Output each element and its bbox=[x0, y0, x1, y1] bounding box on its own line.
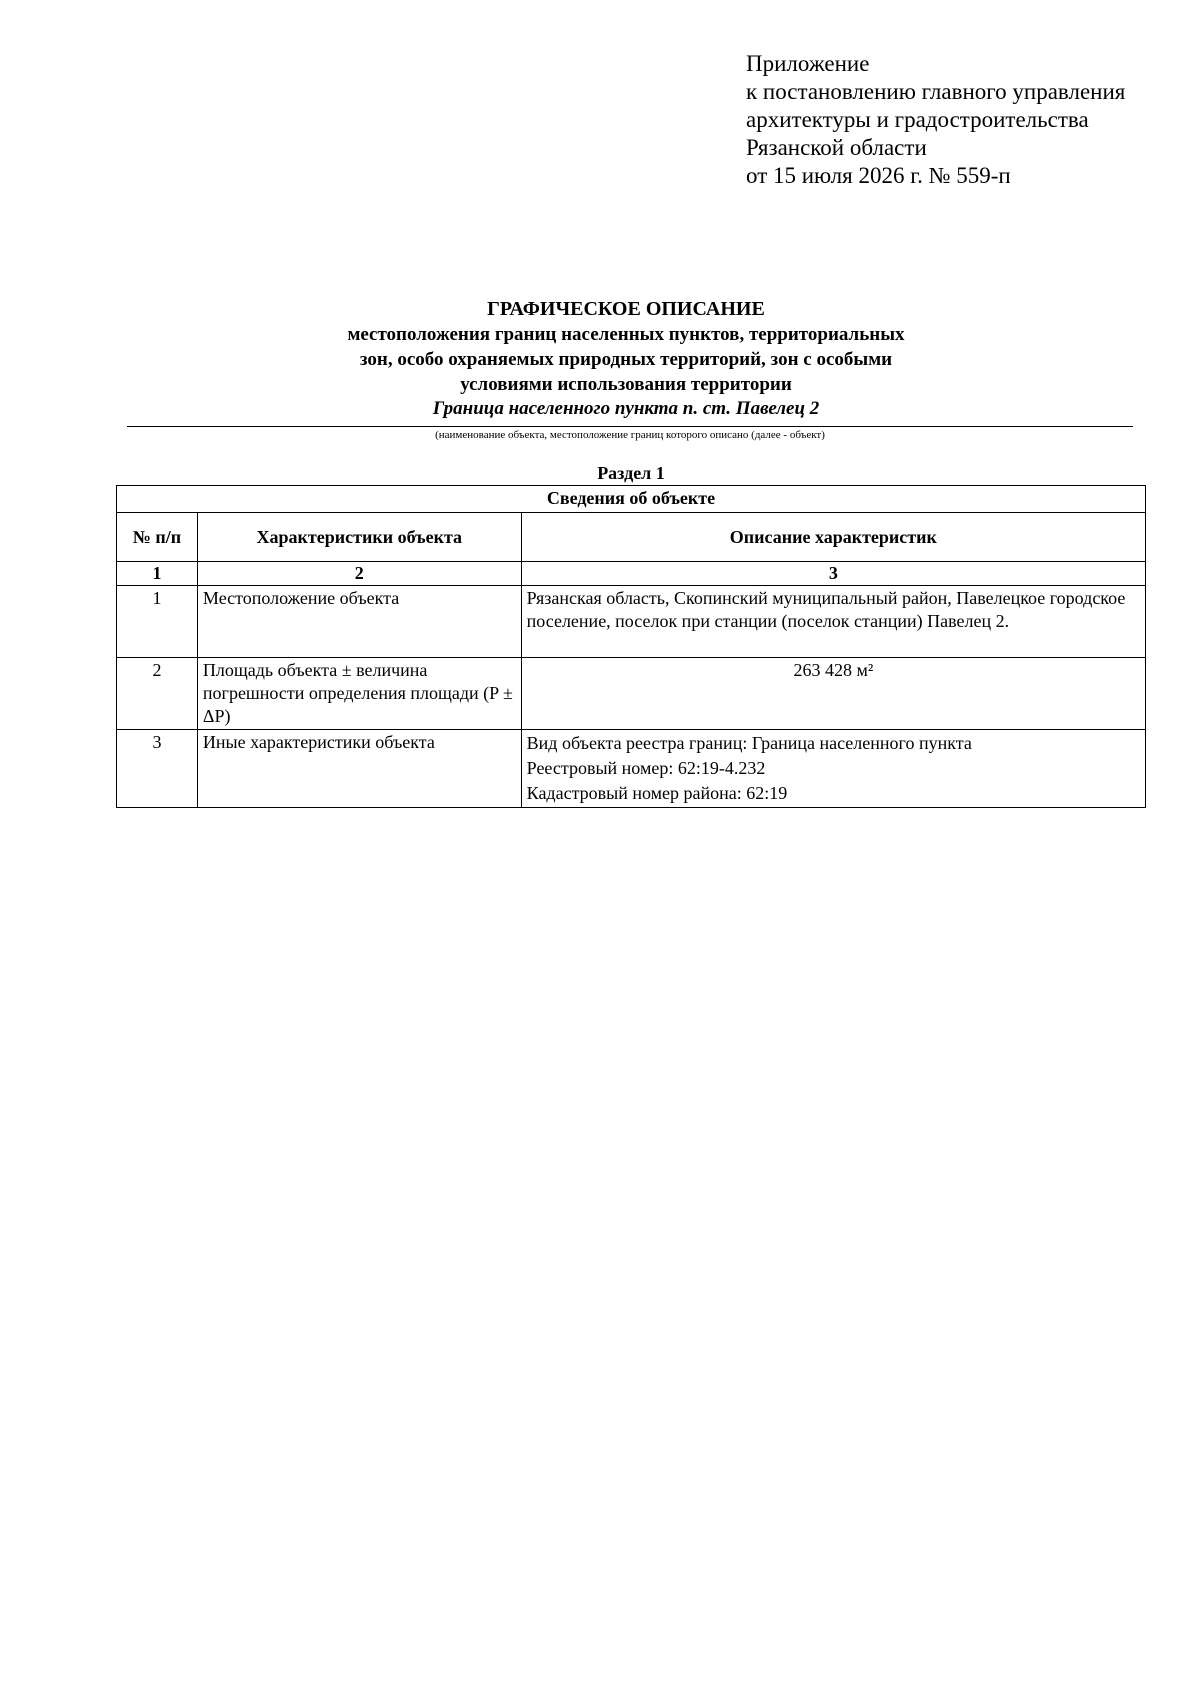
row-characteristic: Площадь объекта ± величина погрешности определения площади (P ± ΔP) bbox=[197, 658, 521, 730]
object-info-table bbox=[116, 485, 1146, 808]
section-title: Раздел 1 bbox=[597, 463, 665, 483]
table-row bbox=[117, 730, 1146, 808]
column-number: 3 bbox=[521, 562, 1145, 586]
document-heading bbox=[116, 296, 1136, 421]
document-subtitle-line: местоположения границ населенных пунктов, территориальных bbox=[347, 324, 905, 345]
appendix-line: к постановлению главного управления bbox=[746, 79, 1126, 104]
description-line: Вид объекта реестра границ: Граница населенного пункта bbox=[526, 733, 972, 753]
appendix-line: Рязанской области bbox=[746, 135, 927, 160]
table-row bbox=[117, 658, 1146, 730]
description-line: Кадастровый номер района: 62:19 bbox=[526, 783, 788, 803]
column-number: 2 bbox=[197, 562, 521, 586]
table-caption-row bbox=[117, 486, 1146, 513]
row-characteristic: Иные характеристики объекта bbox=[197, 730, 521, 808]
table-caption: Сведения об объекте bbox=[117, 486, 1146, 513]
column-numbers-row bbox=[117, 562, 1146, 586]
table-row bbox=[117, 586, 1146, 658]
appendix-line: от 15 июля 2026 г. № 559-п bbox=[746, 163, 1011, 188]
object-name-underline bbox=[127, 426, 1133, 427]
table-header-row bbox=[117, 513, 1146, 562]
row-description bbox=[521, 730, 1145, 808]
row-characteristic: Местоположение объекта bbox=[197, 586, 521, 658]
column-number: 1 bbox=[117, 562, 198, 586]
column-header-characteristic: Характеристики объекта bbox=[197, 513, 521, 562]
appendix-line: Приложение bbox=[746, 51, 870, 76]
object-name-caption: (наименование объекта, местоположение границ которого описано (далее - объект) bbox=[435, 429, 825, 441]
row-num: 3 bbox=[117, 730, 198, 808]
description-line: Реестровый номер: 62:19-4.232 bbox=[526, 758, 766, 778]
row-num: 2 bbox=[117, 658, 198, 730]
column-header-description: Описание характеристик bbox=[521, 513, 1145, 562]
document-subtitle-line: условиями использования территории bbox=[460, 374, 792, 395]
document-title: ГРАФИЧЕСКОЕ ОПИСАНИЕ bbox=[487, 298, 765, 320]
appendix-line: архитектуры и градостроительства bbox=[746, 107, 1089, 132]
row-num: 1 bbox=[117, 586, 198, 658]
column-header-num: № п/п bbox=[117, 513, 198, 562]
appendix-block bbox=[746, 50, 1125, 190]
object-name: Граница населенного пункта п. ст. Павелец 2 bbox=[432, 398, 820, 419]
row-description: 263 428 м² bbox=[521, 658, 1145, 730]
row-description: Рязанская область, Скопинский муниципальный район, Павелецкое городское поселение, поселок при станции (поселок станции) Павелец 2. bbox=[521, 586, 1145, 658]
document-subtitle-line: зон, особо охраняемых природных территорий, зон с особыми bbox=[359, 349, 893, 370]
